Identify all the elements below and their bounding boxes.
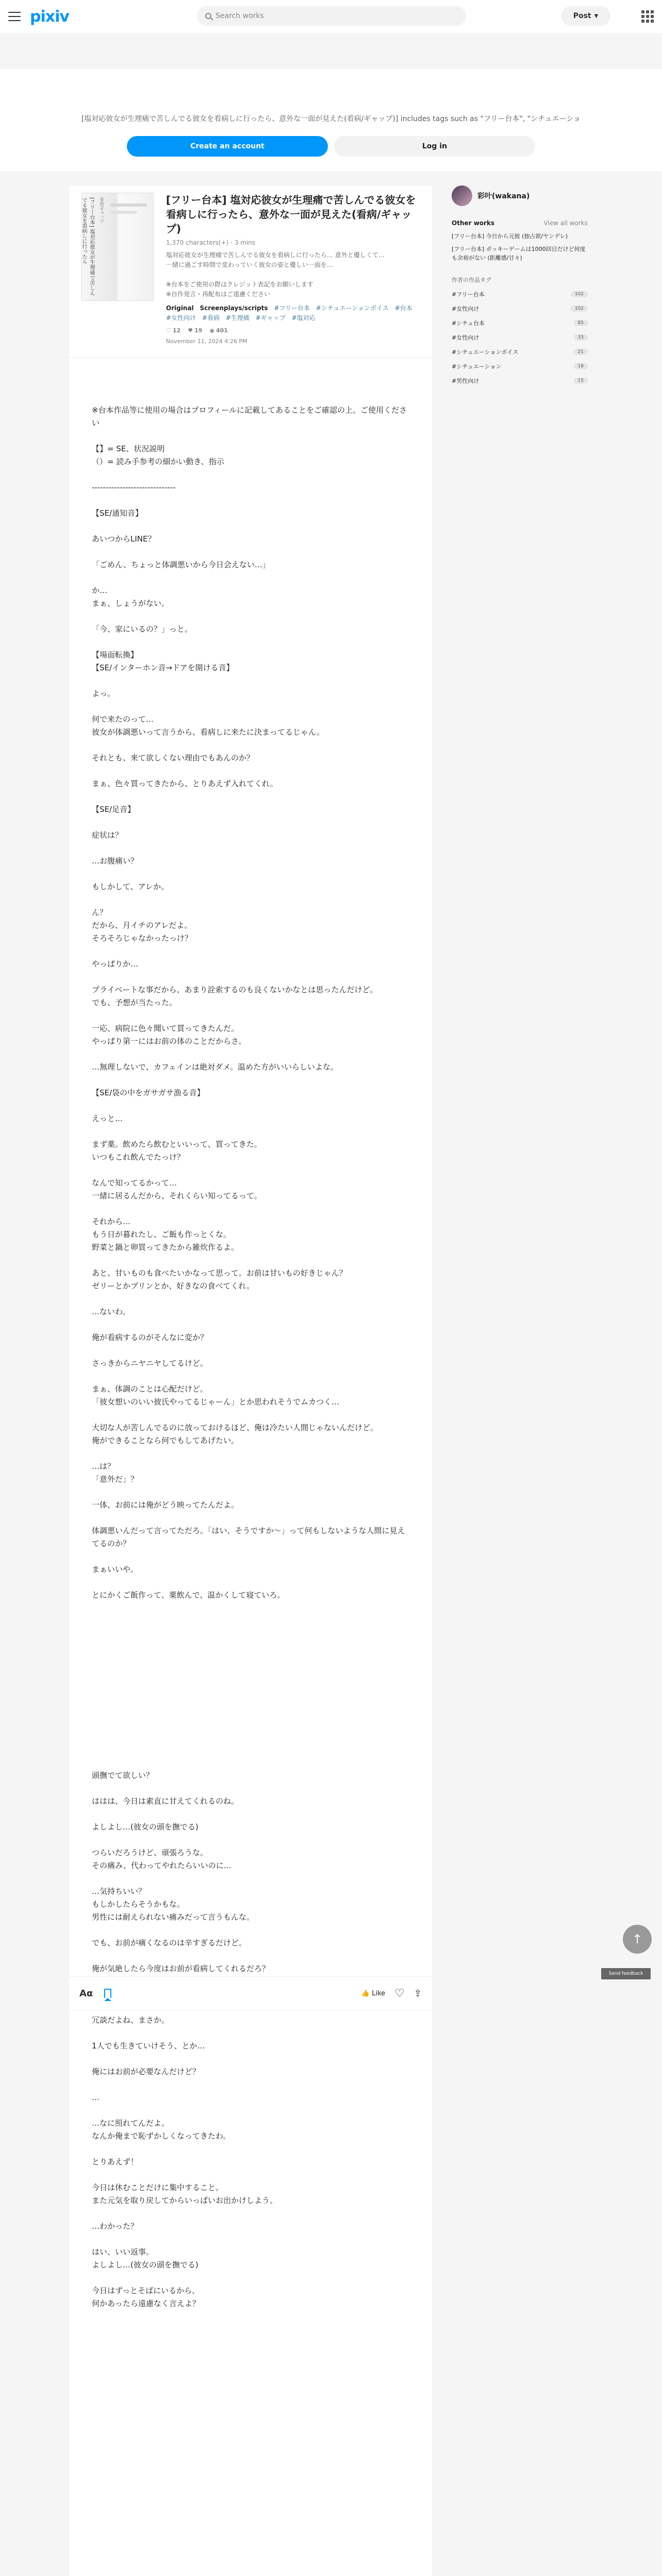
author-tag-row[interactable] xyxy=(452,304,588,313)
body-line: はい、いい返事。 xyxy=(92,2247,154,2257)
body-line xyxy=(92,739,409,752)
author-tag-name: #男性向け xyxy=(452,378,479,384)
body-line xyxy=(92,1924,409,1937)
author-tag-count: 15 xyxy=(574,378,588,384)
signup-banner xyxy=(0,69,662,171)
body-line: プライベートな事だから、あまり詮索するのも良くないかなとは思ったんだけど。 xyxy=(92,985,378,994)
body-line xyxy=(92,1653,409,1666)
top-bar xyxy=(0,0,662,33)
sidebar xyxy=(452,185,588,385)
body-line xyxy=(92,1615,409,1628)
body-line: ------------------------------ xyxy=(92,483,176,492)
body-line xyxy=(92,1512,409,1524)
body-line xyxy=(92,816,409,829)
body-line xyxy=(92,1254,409,1267)
body-line: やっぱりか… xyxy=(92,959,139,969)
body-line xyxy=(92,1834,409,1846)
tag[interactable]: #塩対応 xyxy=(291,314,316,321)
body-line xyxy=(92,1731,409,1743)
body-line: 「ごめん、ちょっと体調悪いから今日会えない…」 xyxy=(92,560,270,569)
body-line: 彼女が体調悪いって言うから、看病しに来たに決まってるじゃん。 xyxy=(92,727,324,737)
tag[interactable]: Screenplays/scripts xyxy=(200,304,268,312)
body-line: 俺ができることなら何でもしてあげたい。 xyxy=(92,1436,239,1445)
body-line xyxy=(92,468,409,481)
body-line: でも、予想が当たった。 xyxy=(92,998,177,1007)
body-line: また元気を取り戻してからいっぱいお出かけしよう。 xyxy=(92,2196,278,2205)
body-line: もしかしたらそうかもな。 xyxy=(92,1900,185,1909)
body-line xyxy=(92,1125,409,1138)
body-line xyxy=(92,2168,409,2181)
body-line: 一緒に居るんだから、それくらい知ってるって。 xyxy=(92,1191,262,1200)
tag[interactable]: #生理痛 xyxy=(225,314,250,321)
other-work-item[interactable]: [フリー台本] 今日から元彼 (独占欲/ヤンデレ) xyxy=(452,233,568,240)
body-line: 体調悪いんだって言ってただろ。「はい、そうですか〜」って何もしないような人間に見えてるのか？ xyxy=(92,1526,405,1548)
body-line: なんか俺まで恥ずかしくなってきたわ。 xyxy=(92,2131,231,2141)
body-line: つらいだろうけど、頑張ろうな。 xyxy=(92,1848,208,1857)
action-bar xyxy=(69,1976,432,2010)
body-line xyxy=(92,1628,409,1640)
body-line: …は？ xyxy=(92,1462,115,1471)
body-line: まぁ、色々買ってきたから、とりあえず入れてくれ。 xyxy=(92,779,278,788)
body-line xyxy=(92,1550,409,1563)
body-line xyxy=(92,636,409,649)
tag[interactable]: #シチュエーションボイス xyxy=(316,304,389,312)
body-line: とにかくご飯作って、薬飲んで、温かくして寝ていろ。 xyxy=(92,1590,285,1600)
tag[interactable]: #女性向け xyxy=(166,314,196,321)
body-line xyxy=(92,945,409,958)
tag[interactable]: #フリー台本 xyxy=(274,304,310,312)
author-tag-name: #シチュ台本 xyxy=(452,320,485,327)
body-line: でも、お前が痛くなるのは辛すぎるだけど。 xyxy=(92,1938,247,1947)
eye-icon: ◉ xyxy=(209,327,214,334)
cover-title: [フリー台本] 塩対応彼女が生理痛で苦しんでる彼女を看病しに行ったら xyxy=(81,197,94,296)
bookmarks-stat xyxy=(188,327,202,334)
body-line xyxy=(92,2143,409,2156)
body-line xyxy=(92,1409,409,1421)
body-line: いつもこれ飲んでたっけ？ xyxy=(92,1153,185,1162)
body-line: …ないわ。 xyxy=(92,1307,130,1316)
author-tag-row[interactable] xyxy=(452,362,588,370)
body-line: もう日が暮れたし、ご飯も作っとくな。 xyxy=(92,1230,231,1239)
scroll-top-button[interactable]: ↑ xyxy=(623,1925,652,1954)
novel-main xyxy=(69,185,432,2576)
likes-count: 12 xyxy=(172,327,181,334)
body-line: 何で来たのって… xyxy=(92,715,154,724)
body-line xyxy=(92,2104,409,2117)
body-line xyxy=(92,1950,409,1962)
text-settings-button[interactable]: Aα xyxy=(79,1988,93,1999)
body-line: 一応、病院に色々聞いて買ってきたんだ。 xyxy=(92,1024,239,1033)
body-line xyxy=(92,842,409,855)
body-line xyxy=(92,2078,409,2091)
body-line: …お腹痛い？ xyxy=(92,856,139,866)
work-caption: 塩対応彼女が生理痛で苦しんでる彼女を看病しに行ったら… 意外と優しくて… 一緒に過ごす時間で変わっていく彼女の姿と優しい一面を… ※台本をご使用の際はクレジット表記をお願いします ※自作発言・再配布はご遠慮ください xyxy=(166,251,385,298)
body-line xyxy=(92,1486,409,1499)
author-tag-name: #女性向け xyxy=(452,306,479,312)
body-line xyxy=(92,1743,409,1756)
author-tag-row[interactable] xyxy=(452,333,588,342)
body-line xyxy=(92,893,409,906)
body-line: 【SE/通知音】 xyxy=(92,509,143,518)
body-line xyxy=(92,1318,409,1331)
body-line xyxy=(92,571,409,584)
body-line: それから… xyxy=(92,1217,131,1226)
body-line xyxy=(92,700,409,713)
work-title: [フリー台本] 塩対応彼女が生理痛で苦しんでる彼女を看病しに行ったら、意外な一面が見えた(看病/ギャップ) xyxy=(166,194,416,235)
body-line xyxy=(92,790,409,803)
body-line: とりあえず！ xyxy=(92,2157,139,2166)
body-line xyxy=(92,765,409,777)
body-line: まぁ、体調のことは心配だけど。 xyxy=(92,1384,208,1394)
body-line: 俺が気絶したら今度はお前が看病してくれるだろ？ xyxy=(92,1964,270,1973)
body-line: 【SE/インターホン音→ドアを開ける音】 xyxy=(92,663,234,672)
body-line: か… xyxy=(92,586,108,595)
author-tag-row[interactable] xyxy=(452,377,588,385)
body-line: 大切な人が苦しんでるのに放っておけるほど、俺は冷たい人間じゃないんだけど。 xyxy=(92,1423,378,1432)
body-line: まず薬。飲めたら飲むといいって、買ってきた。 xyxy=(92,1140,262,1149)
body-line: ん？ xyxy=(92,908,108,917)
body-line: 【場面転換】 xyxy=(92,650,139,659)
author-tags-heading: 作者の作品タグ xyxy=(452,277,491,283)
body-line xyxy=(92,1099,409,1112)
views-count: 401 xyxy=(216,327,228,334)
bookmark-icon[interactable] xyxy=(104,1989,111,1998)
share-icon[interactable]: ⇪ xyxy=(413,1988,422,1999)
body-line: なんで知ってるかって… xyxy=(92,1178,177,1188)
body-line xyxy=(92,2053,409,2065)
body-line: ははは、今日は素直に甘えてくれるのね。 xyxy=(92,1797,239,1806)
body-line: よしよし…(彼女の頭を撫でる) xyxy=(92,1822,198,1832)
apps-grid-icon[interactable] xyxy=(641,10,654,23)
body-line: あと、甘いものも食べたいかなって思って。お前は甘いもの好きじゃん？ xyxy=(92,1268,347,1278)
cover-subtitle: 看病/ギャップ xyxy=(100,197,104,224)
avatar[interactable] xyxy=(452,185,472,206)
body-line: だから、月イチのアレだよ。 xyxy=(92,921,192,930)
author-tag-count: 18 xyxy=(574,363,588,369)
body-line: 症状は？ xyxy=(92,831,123,840)
work-stats xyxy=(166,327,420,334)
body-line: 今日はずっとそばにいるから、 xyxy=(92,2286,200,2295)
author-tag-count: 33 xyxy=(574,334,588,341)
body-line: あいつからLINE？ xyxy=(92,534,156,544)
body-line: …気持ちいい？ xyxy=(92,1887,146,1896)
body-line xyxy=(92,2272,409,2284)
body-line xyxy=(92,1718,409,1731)
body-line xyxy=(92,1074,409,1087)
body-line: 何かあったら遠慮なく言えよ？ xyxy=(92,2299,200,2308)
author-tag-count: 85 xyxy=(574,320,588,326)
body-line xyxy=(92,2233,409,2246)
body-line xyxy=(92,1370,409,1383)
body-line xyxy=(92,1602,409,1615)
author-tag-row[interactable] xyxy=(452,348,588,356)
body-line: … xyxy=(92,2093,100,2102)
body-line: さっきからニヤニヤしてるけど。 xyxy=(92,1359,208,1368)
body-line xyxy=(92,1705,409,1718)
body-line xyxy=(92,1576,409,1589)
body-line: 【SE/袋の中をガサガサ漁る音】 xyxy=(92,1088,205,1097)
body-line: ゼリーとかプリンとか、好きなの食べてくれ。 xyxy=(92,1281,255,1291)
body-line: 一体、お前には俺がどう映ってたんだよ。 xyxy=(92,1500,239,1510)
body-line: それとも、来て欲しくない理由でもあんのか？ xyxy=(92,753,255,762)
search-placeholder: Search works xyxy=(216,12,264,20)
body-line xyxy=(92,1164,409,1177)
body-line xyxy=(92,868,409,880)
other-works-heading: Other works xyxy=(452,219,495,227)
body-line xyxy=(92,674,409,687)
work-meta: 1,370 characters(+) · 3 mins xyxy=(166,239,256,246)
work-header xyxy=(69,185,432,358)
body-line xyxy=(92,1782,409,1795)
banner-text: [塩対応彼女が生理痛で苦しんでる彼女を看病しに行ったら、意外な一面が見えた(看病/ギャップ)] includes tags such as "フリー台本", "シチュエーショ xyxy=(81,115,581,123)
bookmarks-count: 19 xyxy=(194,327,203,334)
tag-list xyxy=(166,303,420,323)
body-line: まぁいいや。 xyxy=(92,1565,138,1574)
body-line xyxy=(92,971,409,984)
author-tag-row[interactable] xyxy=(452,290,588,298)
body-line xyxy=(92,430,409,443)
body-line xyxy=(92,1447,409,1460)
body-line: 俺が看病するのがそんなに変か？ xyxy=(92,1333,208,1342)
post-button[interactable] xyxy=(561,6,610,26)
body-line xyxy=(92,1048,409,1061)
cover-image[interactable] xyxy=(81,193,154,301)
body-line: 頭撫でて欲しい？ xyxy=(92,1771,154,1780)
body-line xyxy=(92,2207,409,2220)
body-line xyxy=(92,520,409,533)
author-tags xyxy=(452,290,588,385)
author-tag-count: 102 xyxy=(571,306,588,312)
body-line: 冗談だよね、まさか。 xyxy=(92,2015,170,2025)
view-all-link[interactable]: View all works xyxy=(543,219,588,227)
body-line xyxy=(92,1692,409,1705)
body-line: 俺にはお前が必要なんだけど？ xyxy=(92,2067,201,2076)
body-line xyxy=(92,1808,409,1821)
body-line: ※台本作品等に使用の場合はプロフィールに記載してあることをご確認の上、ご使用ください xyxy=(92,405,407,428)
search-icon xyxy=(205,13,211,19)
like-icon: ♡ xyxy=(166,327,171,334)
body-line xyxy=(92,1344,409,1357)
feedback-button[interactable]: Send feedback xyxy=(601,1968,651,1979)
body-line xyxy=(92,1679,409,1692)
likes-stat xyxy=(166,327,180,334)
search-input[interactable] xyxy=(197,6,466,26)
post-label: Post xyxy=(573,12,591,20)
post-date: November 11, 2024 4:26 PM xyxy=(166,338,247,345)
body-line: えっと… xyxy=(92,1114,123,1123)
body-line xyxy=(92,610,409,623)
body-line: …無理しないで、カフェインは絶対ダメ。温めた方がいいらしいよな。 xyxy=(92,1062,339,1072)
body-line: 「意外だ」？ xyxy=(92,1475,139,1484)
novel-body xyxy=(69,358,432,2310)
author-tag-name: #シチュエーションボイス xyxy=(452,349,519,355)
tag[interactable]: Original xyxy=(166,304,194,312)
body-line: …なに照れてんだよ。 xyxy=(92,2119,170,2128)
body-line xyxy=(92,1666,409,1679)
body-line: …わかった？ xyxy=(92,2222,139,2231)
body-line xyxy=(92,2027,409,2040)
author-tag-name: #フリー台本 xyxy=(452,291,485,298)
tag[interactable]: #ギャップ xyxy=(255,314,286,321)
body-line: 男性には耐えられない痛みだって言うもんな。 xyxy=(92,1912,255,1922)
body-line: 野菜と鍋と卵買ってきたから雑炊作るよ。 xyxy=(92,1243,239,1252)
tag[interactable]: #台本 xyxy=(394,304,412,312)
body-line xyxy=(92,1640,409,1653)
like-button[interactable]: 👍 Like xyxy=(361,1989,386,1997)
pixiv-logo[interactable]: pixiv xyxy=(30,7,69,26)
body-line: よっ。 xyxy=(92,689,115,698)
body-line: その痛み、代わってやれたらいいのに… xyxy=(92,1861,231,1870)
create-account-button[interactable]: Create an account xyxy=(127,136,328,157)
body-line: 【】= SE、状況説明 xyxy=(92,444,165,453)
body-line: （）= 読み手参考の細かい動き、指示 xyxy=(92,457,224,466)
body-line: 【SE/足音】 xyxy=(92,805,136,814)
author-tag-name: #シチュエーション xyxy=(452,363,502,370)
author-tag-count: 102 xyxy=(571,291,588,297)
body-line: そろそろじゃなかったっけ？ xyxy=(92,934,193,943)
like-label: Like xyxy=(372,1989,386,1997)
author-tag-name: #女性向け xyxy=(452,334,479,341)
body-line xyxy=(92,1009,409,1022)
views-stat xyxy=(209,327,228,334)
body-line xyxy=(92,1756,409,1769)
other-works-list xyxy=(452,232,588,262)
body-line: 「今、家にいるの？」っと。 xyxy=(92,624,193,634)
body-line: 「彼女想いのいい彼氏やってるじゃーん」とか思われそうでムカつく… xyxy=(92,1397,340,1406)
other-work-item[interactable]: [フリー台本] ポッキーゲームは1000回目だけど何度も余裕がない (距離感/甘々) xyxy=(452,246,586,261)
tag[interactable]: #看病 xyxy=(202,314,220,321)
author-name[interactable]: 彩叶(wakana) xyxy=(477,192,530,200)
sidebar-author[interactable] xyxy=(452,185,588,206)
body-line xyxy=(92,1202,409,1215)
chevron-down-icon: ▼ xyxy=(594,13,599,19)
body-line xyxy=(92,546,409,558)
body-line xyxy=(92,1872,409,1885)
body-line xyxy=(92,1293,409,1306)
heart-icon[interactable]: ♡ xyxy=(394,1987,405,2000)
body-line: もしかして、アレか。 xyxy=(92,882,169,891)
author-tag-row[interactable] xyxy=(452,319,588,327)
menu-icon[interactable] xyxy=(8,12,21,21)
body-line xyxy=(92,494,409,507)
body-line: まぁ、しょうがない。 xyxy=(92,599,170,608)
bookmark-small-icon: ♥ xyxy=(188,327,193,334)
body-line: 1人でも生きていけそう、とか… xyxy=(92,2041,205,2050)
body-line: 今日は休むことだけに集中すること。 xyxy=(92,2183,224,2192)
body-line: よしよし…(彼女の頭を撫でる) xyxy=(92,2260,198,2269)
body-line: やっぱり第一にはお前の体のことだからさ。 xyxy=(92,1037,246,1046)
login-button[interactable]: Log in xyxy=(334,136,535,157)
author-tag-count: 21 xyxy=(574,349,588,355)
